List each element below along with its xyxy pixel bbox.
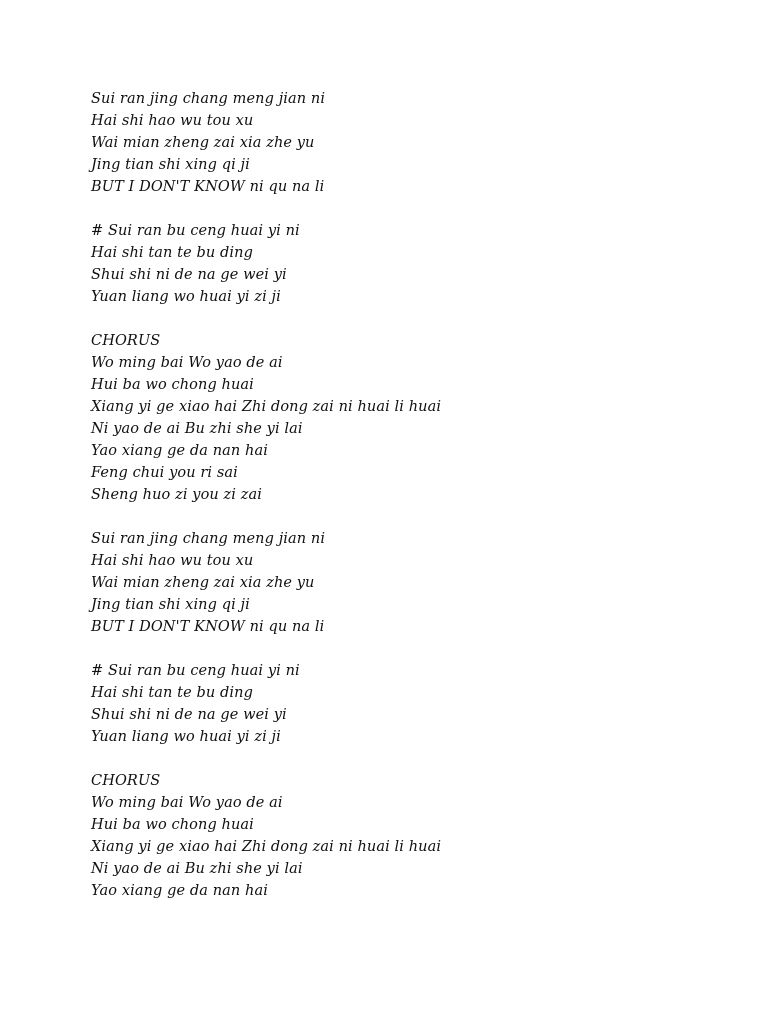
lyric-line: Jing tian shi xing qi ji [91,597,250,613]
lyric-line: Sui ran jing chang meng jian ni [91,531,326,547]
lyric-line: Xiang yi ge xiao hai Zhi dong zai ni huai li huai [91,839,442,855]
lyric-line: Wai mian zheng zai xia zhe yu [91,135,315,151]
lyric-line: Shui shi ni de na ge wei yi [91,707,287,723]
chorus-heading: CHORUS [91,333,161,349]
lyric-line: Ni yao de ai Bu zhi she yi lai [91,421,303,437]
lyric-line: Hai shi hao wu tou xu [91,113,254,129]
lyric-line: Sheng huo zi you zi zai [91,487,262,503]
lyric-line: Yuan liang wo huai yi zi ji [91,289,281,305]
lyrics-body [91,88,731,924]
lyric-line: Ni yao de ai Bu zhi she yi lai [91,861,303,877]
lyric-line: Yao xiang ge da nan hai [91,443,268,459]
stanza-pre-chorus-1 [91,220,731,308]
lyric-line: # Sui ran bu ceng huai yi ni [91,223,300,239]
stanza-chorus-2 [91,770,731,902]
lyric-line: Wai mian zheng zai xia zhe yu [91,575,315,591]
lyric-line: Yao xiang ge da nan hai [91,883,268,899]
lyric-line: Feng chui you ri sai [91,465,238,481]
lyric-line: Hai shi hao wu tou xu [91,553,254,569]
lyric-line: Xiang yi ge xiao hai Zhi dong zai ni huai li huai [91,399,442,415]
chorus-heading: CHORUS [91,773,161,789]
stanza-verse-2 [91,528,731,638]
lyric-line: Hui ba wo chong huai [91,817,254,833]
lyric-line: Wo ming bai Wo yao de ai [91,795,283,811]
lyric-line: Yuan liang wo huai yi zi ji [91,729,281,745]
lyric-line: Hui ba wo chong huai [91,377,254,393]
lyric-line: Hai shi tan te bu ding [91,685,253,701]
stanza-pre-chorus-2 [91,660,731,748]
lyric-line: Sui ran jing chang meng jian ni [91,91,326,107]
lyric-line: BUT I DON'T KNOW ni qu na li [91,179,325,195]
lyric-line: Jing tian shi xing qi ji [91,157,250,173]
stanza-chorus-1 [91,330,731,506]
lyric-line: Wo ming bai Wo yao de ai [91,355,283,371]
stanza-verse-1 [91,88,731,198]
lyric-line: BUT I DON'T KNOW ni qu na li [91,619,325,635]
lyric-line: Shui shi ni de na ge wei yi [91,267,287,283]
lyric-line: Hai shi tan te bu ding [91,245,253,261]
lyric-line: # Sui ran bu ceng huai yi ni [91,663,300,679]
